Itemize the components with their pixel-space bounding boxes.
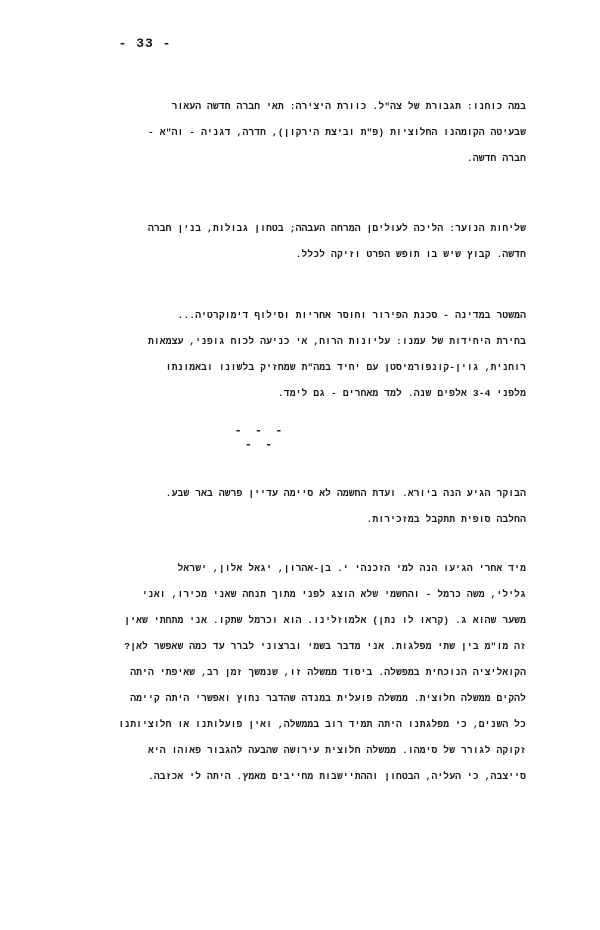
paragraph-1 xyxy=(70,94,526,172)
text-line: שבעיטה הקומהנו החלוציות (פ"ת וביצת הירקון), חדרה, דגניה - וה"א - xyxy=(147,127,526,138)
text-line: החלבה סופית תתקבל במזכירות. xyxy=(366,514,526,525)
text-line: המשטר במדינה - סכנת הפירור וחוסר אחריות וסילוף דימוקרטיה... xyxy=(177,310,526,321)
text-line: רוחנית, גוין-קונפורמיסטן עם יחיד במה"ת שמחזיק בלשונו ובאמונתו xyxy=(165,362,526,373)
text-line: הבוקר הגיע הנה ביורא. ועדת החשמה לא סיימה עדיין פרשה באר שבע. xyxy=(165,488,526,499)
text-line: סייצבה, כי העליה, הבטחון וההתיישבות מחייבים מאמץ. היתה לי אכזבה. xyxy=(147,771,526,782)
text-line: במה כוחנו: תגבורת של צה"ל. כוורת היצירה: תאי חברה חדשה העאור xyxy=(171,101,526,112)
text-line: זקוקה לגורר של סימהו. ממשלה חלוצית עירושה שהבעה להגבור פאוהו היא xyxy=(147,745,526,756)
text-line: מלפני 3-4 אלפים שנה. למד מאחרים - גם לימד. xyxy=(277,388,526,399)
paragraph-4 xyxy=(70,481,526,533)
text-line: משער שהוא ג. (קראו לו נתן) אלמוזלינו. הוא וכרמל שתקו. אני מתחתי שאין xyxy=(124,615,526,626)
text-line: מיד אחרי הגיעו הנה למי הזכנהי י. בן-אהרון, יגאל אלון, ישראל xyxy=(177,563,526,574)
section-separator: - - - - - xyxy=(234,424,286,452)
text-line: להקים ממשלה חלוצית. ממשלה פועלית במנדה שהדבר נחוץ ואפשרי היתה קיימה xyxy=(130,693,526,704)
page-number: - 33 - xyxy=(118,36,172,51)
text-line: גלילי, משה כרמל - והחשמי שלא הוצג לפני מתוך תנחה שאני מכירו, ואני xyxy=(142,589,526,600)
text-line: בחירת היחידות של עמנו: עליונות הרוח, אי כניעה לכוח גופני, עצמאות xyxy=(147,336,526,347)
paragraph-5 xyxy=(70,556,526,790)
text-line: חברה חדשה. xyxy=(466,153,526,164)
text-line: כל השנים, כי מפלגתנו היתה תמיד רוב בממשלה, ואין פועלותנו או חלוציותנו xyxy=(118,719,526,730)
paragraph-3 xyxy=(70,303,526,407)
text-line: חדשה. קבוץ שיש בו תופש הפרט וזיקה לכלל. xyxy=(295,249,526,260)
paragraph-2 xyxy=(70,216,526,268)
text-line: זה מו"מ בין שתי מפלגות. אני מדבר בשמי וברצוני לברר עד כמה שאפשר לאן? xyxy=(124,641,526,652)
text-line: שליחות הנוער: הליכה לעוליםן המרחה העבהה; בטחון גבולות, בנין חברה xyxy=(147,223,526,234)
text-line: הקואליציה הנוכחית במפשלה. ביסוד ממשלה זו, שנמשך זמן רב, שאיפתי היתה xyxy=(130,667,526,678)
